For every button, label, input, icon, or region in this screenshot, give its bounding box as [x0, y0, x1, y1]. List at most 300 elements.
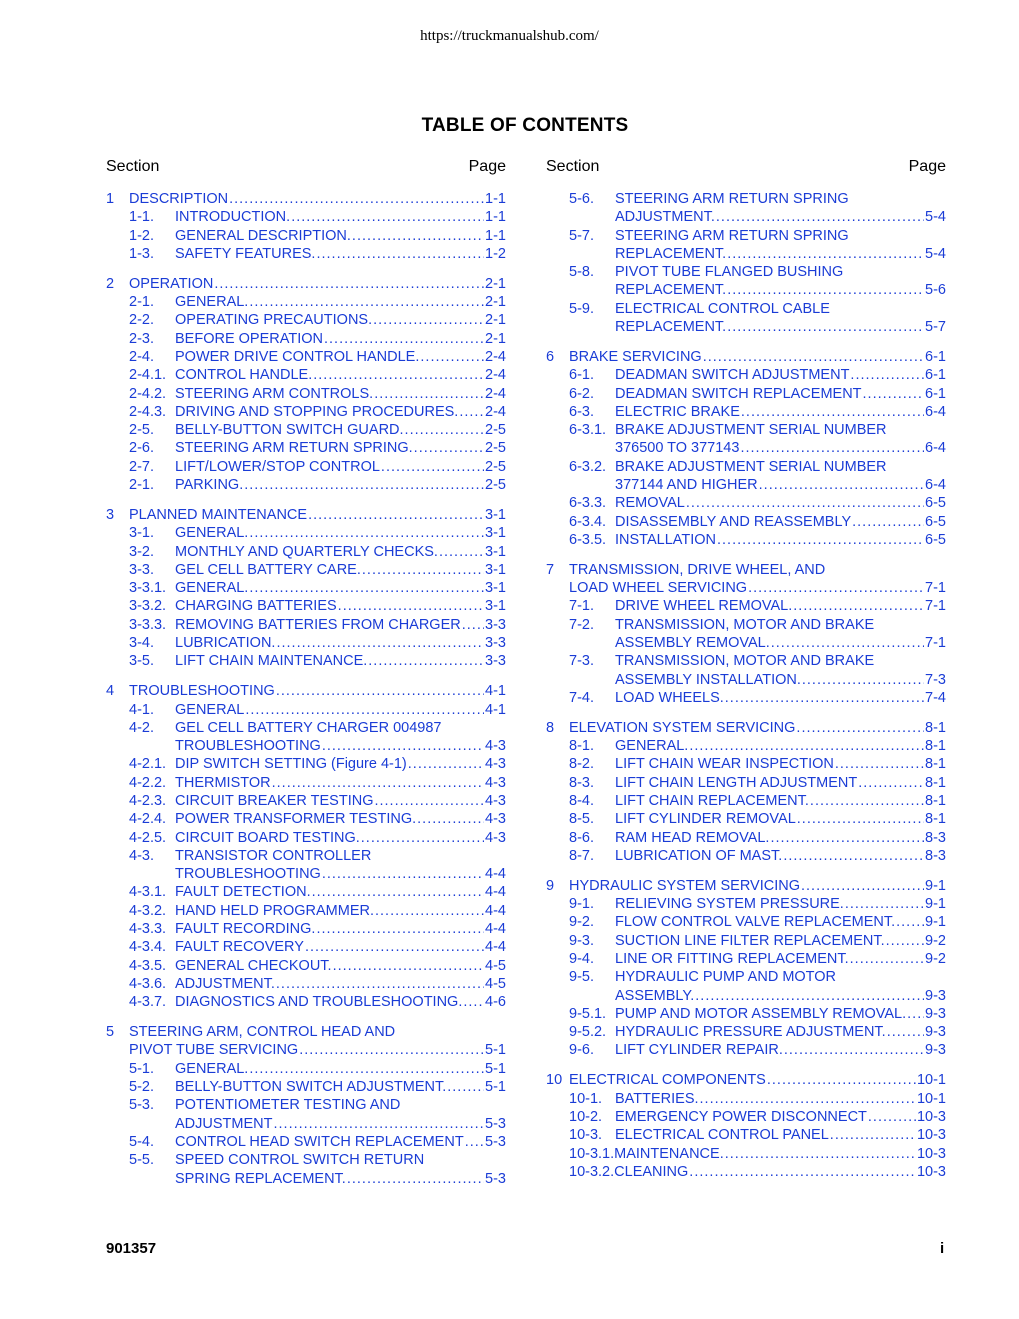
toc-entry-number: 3-1. — [129, 525, 154, 542]
toc-entry[interactable] — [546, 689, 946, 707]
toc-entry[interactable] — [106, 275, 506, 293]
toc-entry-title: BATTERIES. — [615, 1090, 699, 1107]
toc-entry-title: TROUBLESHOOTING — [129, 683, 275, 700]
toc-entry-title: STEERING ARM CONTROLS. — [175, 385, 374, 402]
toc-entry-page: 9-3 — [925, 1024, 946, 1041]
toc-entry[interactable] — [546, 1023, 946, 1041]
toc-entry-page: 2-1 — [485, 330, 506, 347]
toc-entry-title: SUCTION LINE FILTER REPLACEMENT. — [615, 932, 885, 949]
toc-entry-page: 2-4 — [485, 385, 506, 402]
toc-entry-number: 4-3.4. — [129, 939, 167, 956]
toc-entry-title: POWER TRANSFORMER TESTING. — [175, 811, 417, 828]
toc-entry-number: 6-3.4. — [569, 513, 607, 530]
toc-entry-title: LOAD WHEEL SERVICING — [569, 580, 748, 597]
dot-leader — [850, 950, 924, 968]
toc-entry-title: REMOVAL — [615, 495, 685, 512]
toc-entry-number: 9-3. — [569, 932, 594, 949]
dot-leader — [447, 1078, 484, 1096]
toc-entry[interactable] — [106, 190, 506, 208]
toc-entry-title: ELECTRICAL CONTROL CABLE — [615, 300, 830, 317]
toc-entry-title: LUBRICATION. — [175, 635, 276, 652]
toc-entry[interactable] — [106, 421, 506, 439]
toc-entry-page: 5-1 — [485, 1079, 506, 1096]
dot-leader — [333, 957, 484, 975]
toc-entry[interactable] — [546, 968, 946, 1005]
dot-leader — [767, 1071, 916, 1089]
toc-entry[interactable] — [546, 531, 946, 549]
toc-entry-title: PUMP AND MOTOR ASSEMBLY REMOVAL. — [615, 1005, 907, 1022]
toc-entry[interactable] — [546, 719, 946, 737]
toc-entry-page: 4-5 — [485, 957, 506, 974]
toc-entry-title: PIVOT TUBE SERVICING — [129, 1042, 299, 1059]
toc-entry[interactable] — [546, 1145, 946, 1163]
toc-entry-number: 6-3.5. — [569, 531, 607, 548]
toc-entry-page: 1-2 — [485, 245, 506, 262]
toc-entry-title: OPERATING PRECAUTIONS. — [175, 312, 373, 329]
toc-entry-page: 10-1 — [916, 1072, 946, 1089]
toc-entry-number: 8-3. — [569, 774, 594, 791]
toc-entry[interactable] — [106, 561, 506, 579]
toc-entry-page: 2-1 — [485, 312, 506, 329]
toc-entry[interactable] — [106, 774, 506, 792]
dot-leader — [347, 1170, 484, 1188]
toc-entry[interactable] — [546, 1005, 946, 1023]
toc-entry-number: 10-3.1. — [569, 1145, 615, 1162]
toc-entry-number: 4-2.5. — [129, 829, 167, 846]
dot-leader — [887, 1023, 924, 1041]
toc-entry-number: 9-4. — [569, 950, 594, 967]
toc-entry[interactable] — [546, 494, 946, 512]
toc-entry-page: 2-5 — [485, 440, 506, 457]
toc-entry[interactable] — [546, 652, 946, 689]
toc-entry[interactable] — [106, 883, 506, 901]
toc-entry[interactable] — [106, 403, 506, 421]
dot-leader — [727, 245, 924, 263]
dot-leader — [322, 737, 484, 755]
dot-leader — [305, 938, 484, 956]
toc-entry-title: BRAKE ADJUSTMENT SERIAL NUMBER — [615, 422, 887, 439]
toc-entry[interactable] — [106, 616, 506, 634]
dot-leader — [725, 1145, 916, 1163]
toc-entry-number: 5-5. — [129, 1152, 154, 1169]
toc-entry-number: 2 — [106, 275, 115, 292]
section-header-label: Section — [546, 158, 600, 175]
toc-entry[interactable] — [546, 366, 946, 384]
toc-entry-number: 3-3.1. — [129, 580, 167, 597]
toc-entry[interactable] — [106, 847, 506, 884]
toc-entry[interactable] — [546, 348, 946, 366]
toc-entry-page: 9-2 — [925, 950, 946, 967]
dot-leader — [249, 579, 484, 597]
toc-entry-page: 6-5 — [925, 513, 946, 530]
toc-entry-title: FAULT DETECTION. — [175, 884, 311, 901]
toc-entry[interactable] — [106, 634, 506, 652]
toc-entry[interactable] — [546, 263, 946, 300]
toc-entry-title: INTRODUCTION. — [175, 209, 291, 226]
toc-entry-page: 4-5 — [485, 975, 506, 992]
toc-entry[interactable] — [106, 938, 506, 956]
toc-entry-title: SAFETY FEATURES. — [175, 245, 316, 262]
toc-entry[interactable] — [546, 774, 946, 792]
toc-entry-page: 5-3 — [485, 1133, 506, 1150]
toc-entry-number: 8-2. — [569, 756, 594, 773]
toc-entry[interactable] — [546, 950, 946, 968]
toc-entry[interactable] — [106, 579, 506, 597]
toc-entry[interactable] — [546, 385, 946, 403]
toc-entry[interactable] — [106, 1060, 506, 1078]
toc-entry-page: 9-1 — [925, 877, 946, 894]
toc-entry-title: GEL CELL BATTERY CARE. — [175, 561, 361, 578]
toc-entry[interactable] — [106, 1023, 506, 1060]
toc-entry[interactable] — [106, 245, 506, 263]
toc-entry[interactable] — [106, 543, 506, 561]
dot-leader — [797, 810, 924, 828]
toc-entry[interactable] — [546, 1090, 946, 1108]
toc-entry-page: 8-1 — [925, 738, 946, 755]
toc-entry[interactable] — [106, 439, 506, 457]
toc-entry-page: 7-3 — [925, 671, 946, 688]
toc-entry-page: 1-1 — [485, 209, 506, 226]
toc-entry-title: BELLY-BUTTON SWITCH GUARD. — [175, 422, 404, 439]
toc-entry[interactable] — [106, 597, 506, 615]
dot-leader — [308, 506, 484, 524]
toc-entry-number: 6-3.2. — [569, 458, 607, 475]
toc-entry[interactable] — [106, 957, 506, 975]
toc-entry[interactable] — [106, 920, 506, 938]
toc-entry-page: 8-1 — [925, 792, 946, 809]
dot-leader — [249, 293, 484, 311]
toc-entry-page: 10-3 — [916, 1163, 946, 1180]
toc-entry-number: 4 — [106, 683, 115, 700]
toc-entry[interactable] — [546, 1163, 946, 1181]
toc-entry-title: REPLACEMENT. — [615, 282, 727, 299]
toc-entry-title: ASSEMBLY REMOVAL. — [615, 635, 770, 652]
dot-leader — [459, 403, 484, 421]
toc-entry-title: CONTROL HEAD SWITCH REPLACEMENT — [175, 1133, 464, 1150]
toc-entry[interactable] — [106, 719, 506, 756]
toc-entry-title: STEERING ARM RETURN SPRING. — [175, 440, 413, 457]
toc-entry-number: 3-3. — [129, 561, 154, 578]
toc-entry-title: ELECTRICAL COMPONENTS — [569, 1072, 766, 1089]
toc-entry[interactable] — [546, 403, 946, 421]
dot-leader — [408, 755, 484, 773]
dot-leader — [324, 330, 484, 348]
toc-entry-title: BELLY-BUTTON SWITCH ADJUSTMENT. — [175, 1079, 447, 1096]
toc-entry-page: 7-4 — [925, 689, 946, 706]
page-title: TABLE OF CONTENTS — [421, 115, 629, 136]
toc-entry-number: 8-6. — [569, 829, 594, 846]
toc-entry-title: LOAD WHEELS. — [615, 689, 724, 706]
toc-entry[interactable] — [106, 755, 506, 773]
dot-leader — [414, 439, 484, 457]
toc-entry-number: 6-2. — [569, 385, 594, 402]
toc-entry-number: 1-2. — [129, 227, 154, 244]
toc-entry-page: 3-1 — [485, 506, 506, 523]
dot-leader — [465, 1133, 484, 1151]
toc-entry-page: 6-5 — [925, 531, 946, 548]
toc-entry[interactable] — [106, 385, 506, 403]
toc-entry-page: 8-3 — [925, 829, 946, 846]
toc-entry[interactable] — [546, 737, 946, 755]
toc-entry-page: 4-3 — [485, 756, 506, 773]
toc-entry-title: GENERAL. — [175, 525, 249, 542]
toc-entry[interactable] — [546, 1071, 946, 1089]
toc-entry-title: PIVOT TUBE FLANGED BUSHING — [615, 264, 844, 281]
toc-entry[interactable] — [546, 190, 946, 227]
toc-entry[interactable] — [106, 902, 506, 920]
toc-entry-number: 4-3.6. — [129, 975, 167, 992]
toc-entry[interactable] — [106, 506, 506, 524]
toc-entry-page: 4-4 — [485, 939, 506, 956]
toc-entry[interactable] — [106, 330, 506, 348]
dot-leader — [689, 1163, 916, 1181]
toc-entry-page: 7-1 — [925, 580, 946, 597]
toc-entry[interactable] — [106, 311, 506, 329]
toc-entry-number: 3-5. — [129, 653, 154, 670]
toc-entry-number: 8-1. — [569, 738, 594, 755]
dot-leader — [249, 524, 484, 542]
toc-entry-page: 6-4 — [925, 477, 946, 494]
dot-leader — [716, 208, 924, 226]
toc-entry-page: 9-2 — [925, 932, 946, 949]
toc-entry-title: TRANSMISSION, DRIVE WHEEL, AND — [569, 561, 826, 578]
dot-leader — [770, 829, 924, 847]
toc-entry[interactable] — [106, 524, 506, 542]
dot-leader — [439, 543, 484, 561]
dot-leader — [793, 597, 924, 615]
dot-leader — [338, 597, 484, 615]
toc-entry-page: 8-1 — [925, 719, 946, 736]
toc-entry-page: 2-5 — [485, 422, 506, 439]
toc-entry-page: 3-1 — [485, 598, 506, 615]
toc-entry-number: 4-2.3. — [129, 792, 167, 809]
toc-entry[interactable] — [546, 829, 946, 847]
toc-entry-number: 3-3.3. — [129, 616, 167, 633]
dot-leader — [863, 385, 925, 403]
toc-entry-page: 7-1 — [925, 598, 946, 615]
dot-leader — [276, 682, 484, 700]
dot-leader — [229, 190, 484, 208]
toc-entry-number: 4-2.4. — [129, 811, 167, 828]
toc-entry-number: 4-3.3. — [129, 921, 167, 938]
toc-entry-title: GENERAL CHECKOUT. — [175, 957, 332, 974]
toc-entry-page: 3-3 — [485, 635, 506, 652]
toc-entry-number: 4-2. — [129, 719, 154, 736]
toc-entry[interactable] — [106, 458, 506, 476]
dot-leader — [368, 652, 484, 670]
dot-leader — [850, 366, 924, 384]
dot-leader — [352, 227, 484, 245]
toc-entry[interactable] — [106, 1096, 506, 1133]
toc-entry-number: 9-5. — [569, 969, 594, 986]
toc-entry-title: LIFT CHAIN MAINTENANCE. — [175, 653, 368, 670]
dot-leader — [362, 561, 484, 579]
toc-entry-number: 5-8. — [569, 264, 594, 281]
toc-entry-title: STEERING ARM RETURN SPRING — [615, 227, 849, 244]
toc-entry[interactable] — [546, 300, 946, 337]
toc-entry-number: 6 — [546, 348, 555, 365]
toc-entry-page: 6-4 — [925, 403, 946, 420]
toc-entry-number: 3-3.2. — [129, 598, 167, 615]
toc-entry-title: TRANSISTOR CONTROLLER — [175, 847, 372, 864]
dot-leader — [886, 932, 924, 950]
toc-entry[interactable] — [546, 913, 946, 931]
toc-entry-title: TRANSMISSION, MOTOR AND BRAKE — [615, 616, 875, 633]
toc-entry-title: LIFT CYLINDER REMOVAL — [615, 811, 796, 828]
toc-entry[interactable] — [546, 810, 946, 828]
toc-entry-title: LIFT CHAIN REPLACEMENT. — [615, 792, 809, 809]
toc-entry-title: RAM HEAD REMOVAL. — [615, 829, 770, 846]
toc-entry-number: 7-3. — [569, 653, 594, 670]
toc-entry[interactable] — [546, 877, 946, 895]
toc-entry-title: GEL CELL BATTERY CHARGER 004987 — [175, 719, 442, 736]
toc-entry[interactable] — [546, 458, 946, 495]
toc-entry-title: CONTROL HANDLE. — [175, 367, 313, 384]
toc-entry[interactable] — [106, 682, 506, 700]
toc-entry[interactable] — [106, 348, 506, 366]
toc-entry[interactable] — [546, 513, 946, 531]
toc-entry[interactable] — [546, 847, 946, 865]
toc-entry-title: DEADMAN SWITCH REPLACEMENT — [615, 385, 862, 402]
dot-leader — [868, 1108, 916, 1126]
dot-leader — [783, 847, 924, 865]
toc-entry[interactable] — [106, 293, 506, 311]
toc-entry[interactable] — [106, 1133, 506, 1151]
toc-entry-number: 8-7. — [569, 847, 594, 864]
toc-entry-number: 9-6. — [569, 1042, 594, 1059]
toc-entry[interactable] — [106, 208, 506, 226]
toc-entry-page: 3-1 — [485, 525, 506, 542]
toc-entry-page: 4-6 — [485, 994, 506, 1011]
toc-entry[interactable] — [546, 932, 946, 950]
toc-entry-title: DIP SWITCH SETTING (Figure 4-1) — [175, 756, 407, 773]
toc-entry[interactable] — [546, 755, 946, 773]
dot-leader — [796, 719, 924, 737]
toc-entry-title: 376500 TO 377143 — [615, 440, 740, 457]
dot-leader — [689, 737, 924, 755]
toc-entry-page: 5-6 — [925, 282, 946, 299]
toc-entry[interactable] — [106, 476, 506, 494]
dot-leader — [462, 616, 484, 634]
toc-entry-title: MAINTENANCE. — [614, 1145, 724, 1162]
dot-leader — [748, 579, 924, 597]
toc-entry[interactable] — [546, 616, 946, 653]
toc-entry-title: DRIVE WHEEL REMOVAL. — [615, 598, 793, 615]
dot-leader — [374, 792, 484, 810]
toc-entry-page: 5-1 — [485, 1042, 506, 1059]
toc-entry[interactable] — [546, 1041, 946, 1059]
toc-entry-number: 2-4.2. — [129, 385, 167, 402]
source-url: https://truckmanualshub.com/ — [420, 28, 599, 44]
toc-entry-title: FAULT RECORDING. — [175, 921, 316, 938]
dot-leader — [316, 920, 484, 938]
dot-leader — [405, 421, 484, 439]
toc-entry-title: ADJUSTMENT. — [175, 975, 275, 992]
toc-entry[interactable] — [546, 561, 946, 598]
toc-entry-title: DESCRIPTION — [129, 191, 229, 207]
toc-entry[interactable] — [106, 993, 506, 1011]
toc-entry[interactable] — [106, 1151, 506, 1188]
toc-entry[interactable] — [106, 792, 506, 810]
toc-entry-title: LUBRICATION OF MAST. — [615, 847, 783, 864]
column-header — [546, 158, 946, 180]
toc-entry[interactable] — [106, 829, 506, 847]
toc-entry-page: 9-1 — [925, 896, 946, 913]
toc-entry[interactable] — [106, 701, 506, 719]
toc-entry[interactable] — [546, 792, 946, 810]
toc-entry[interactable] — [546, 227, 946, 264]
toc-entry-page: 2-1 — [485, 275, 506, 292]
toc-entry-page: 5-3 — [485, 1115, 506, 1132]
toc-entry[interactable] — [106, 652, 506, 670]
toc-entry-number: 10-3. — [569, 1127, 603, 1144]
toc-entry-title: ELECTRIC BRAKE — [615, 403, 740, 420]
toc-entry-title: LIFT CHAIN WEAR INSPECTION — [615, 756, 834, 773]
toc-entry[interactable] — [546, 1108, 946, 1126]
dot-leader — [276, 975, 484, 993]
toc-entry[interactable] — [106, 975, 506, 993]
toc-entry-page: 4-1 — [485, 701, 506, 718]
toc-entry-number: 5-6. — [569, 191, 594, 207]
dot-leader — [907, 1005, 924, 1023]
page-header-label: Page — [908, 158, 946, 175]
toc-entry-page: 5-3 — [485, 1170, 506, 1187]
toc-entry-title: LIFT/LOWER/STOP CONTROL — [175, 458, 380, 475]
toc-entry-title: DEADMAN SWITCH ADJUSTMENT — [615, 367, 850, 384]
toc-entry-title: HAND HELD PROGRAMMER. — [175, 902, 374, 919]
toc-entry-title: REPLACEMENT. — [615, 319, 727, 336]
toc-entry[interactable] — [546, 895, 946, 913]
toc-entry-page: 1-1 — [485, 191, 506, 207]
toc-column-right — [546, 158, 946, 1181]
toc-entry-number: 7-4. — [569, 689, 594, 706]
dot-leader — [896, 913, 924, 931]
toc-entry[interactable] — [106, 227, 506, 245]
dot-leader — [299, 1041, 484, 1059]
dot-leader — [784, 1041, 924, 1059]
section-header-label: Section — [106, 158, 160, 175]
toc-entry-number: 8-5. — [569, 811, 594, 828]
toc-entry-page: 10-3 — [916, 1127, 946, 1144]
toc-entry-title: INSTALLATION — [615, 531, 716, 548]
toc-entry-title: HYDRAULIC SYSTEM SERVICING — [569, 877, 800, 894]
toc-entry-page: 10-3 — [916, 1145, 946, 1162]
toc-entry-number: 1-3. — [129, 245, 154, 262]
toc-entry-title: ASSEMBLY INSTALLATION. — [615, 671, 801, 688]
dot-leader — [313, 366, 484, 384]
toc-entry-title: POTENTIOMETER TESTING AND — [175, 1097, 401, 1114]
toc-entry-number: 6-3. — [569, 403, 594, 420]
toc-entry-page: 4-4 — [485, 884, 506, 901]
toc-entry[interactable] — [546, 597, 946, 615]
toc-entry-title: CIRCUIT BREAKER TESTING — [175, 792, 374, 809]
toc-entry-number: 2-6. — [129, 440, 154, 457]
toc-entry-title: ASSEMBLY. — [615, 987, 695, 1004]
page-number: i — [940, 1240, 945, 1257]
toc-entry-page: 5-4 — [925, 209, 946, 226]
toc-entry-number: 2-2. — [129, 312, 154, 329]
toc-entry[interactable] — [106, 366, 506, 384]
dot-leader — [852, 513, 924, 531]
toc-entry[interactable] — [106, 1078, 506, 1096]
toc-entry[interactable] — [546, 421, 946, 458]
toc-entry[interactable] — [106, 810, 506, 828]
toc-entry-page: 3-3 — [485, 653, 506, 670]
dot-leader — [858, 774, 924, 792]
toc-entry-title: GENERAL. — [175, 580, 249, 597]
toc-entry[interactable] — [546, 1126, 946, 1144]
toc-entry-title: SPEED CONTROL SWITCH RETURN — [175, 1152, 425, 1169]
